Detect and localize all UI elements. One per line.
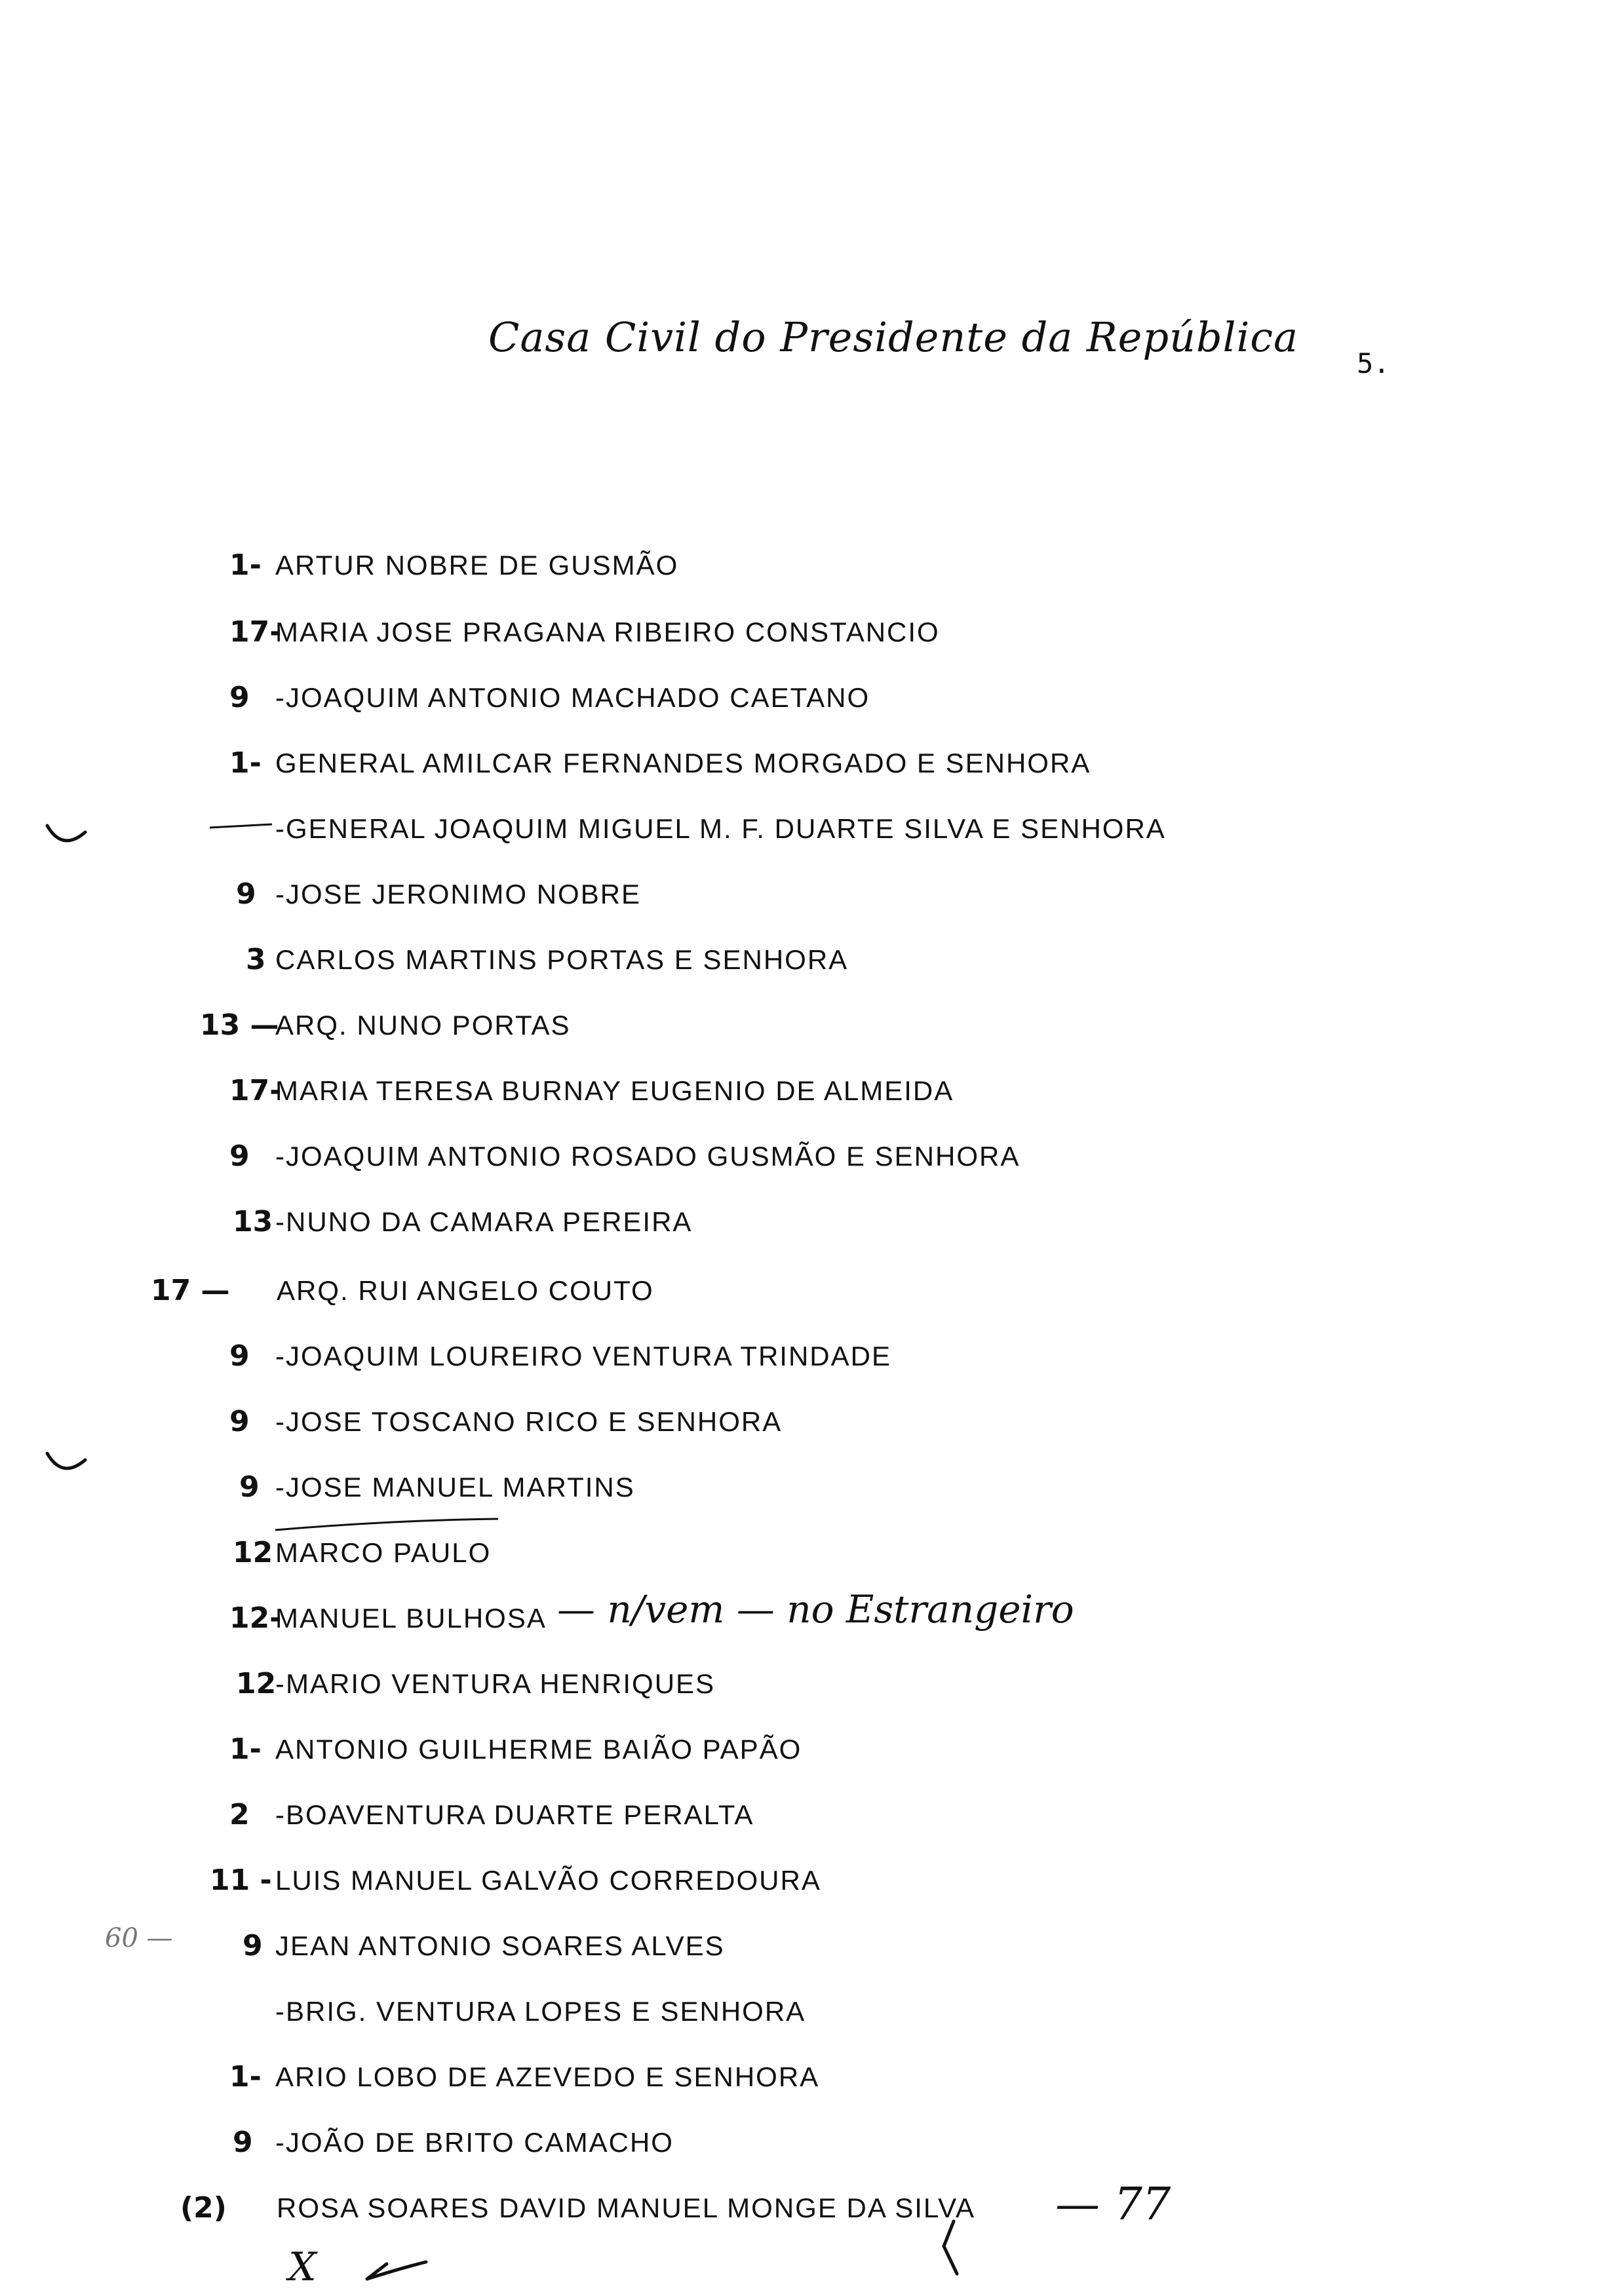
tally-mark: (2) [180, 2191, 227, 2225]
handwritten-bottom-x: X [288, 2244, 317, 2290]
tally-mark: 1- [229, 2060, 262, 2094]
page-number: 5. [1357, 347, 1390, 379]
handwritten-final-mark: — 77 [1055, 2179, 1171, 2230]
margin-check-mark [47, 1453, 85, 1468]
guest-name: ARIO LOBO DE AZEVEDO E SENHORA [275, 2061, 820, 2092]
tally-mark: 2 [229, 1798, 250, 1831]
tally-mark: 9 [239, 1470, 260, 1504]
tally-mark: 12 [236, 1667, 277, 1700]
tally-mark: 11 - [210, 1864, 272, 1897]
tally-mark: 17- [229, 1074, 282, 1107]
guest-name: MARCO PAULO [275, 1537, 492, 1568]
guest-name: -NUNO DA CAMARA PEREIRA [275, 1206, 693, 1237]
tally-mark: 9 [229, 681, 250, 714]
tally-mark: 9 [229, 1405, 250, 1438]
guest-name: ANTONIO GUILHERME BAIÃO PAPÃO [275, 1734, 802, 1765]
deletion-stroke [944, 2221, 957, 2274]
guest-name: ARTUR NOBRE DE GUSMÃO [275, 550, 679, 581]
tally-mark: 3 [246, 943, 266, 976]
tally-mark: 17- [229, 615, 282, 649]
tally-mark: 17 — [151, 1274, 230, 1307]
guest-name: MANUEL BULHOSA [275, 1603, 547, 1634]
guest-name: -JOAQUIM LOUREIRO VENTURA TRINDADE [275, 1341, 891, 1371]
guest-name: -MARIO VENTURA HENRIQUES [275, 1668, 716, 1699]
guest-name: ARQ. RUI ANGELO COUTO [277, 1275, 654, 1306]
tally-mark: 1- [229, 548, 262, 582]
tally-mark: 9 [229, 1339, 250, 1373]
guest-name: -JOSE JERONIMO NOBRE [275, 879, 642, 909]
guest-name: -JOAQUIM ANTONIO ROSADO GUSMÃO E SENHORA [275, 1141, 1021, 1172]
tally-mark: 13 — [200, 1008, 279, 1042]
tally-mark: 9 [229, 1139, 250, 1173]
tally-mark: 12- [229, 1601, 282, 1635]
strike-stroke [210, 824, 272, 828]
guest-name: LUIS MANUEL GALVÃO CORREDOURA [275, 1865, 821, 1896]
guest-name: -JOSE TOSCANO RICO E SENHORA [275, 1406, 783, 1437]
guest-name: -JOAQUIM ANTONIO MACHADO CAETANO [275, 682, 870, 713]
handwritten-note-abroad: — n/vem — no Estrangeiro [557, 1587, 1074, 1632]
guest-name: ROSA SOARES DAVID MANUEL MONGE DA SILVA [277, 2192, 976, 2223]
guest-name: -JOSE MANUEL MARTINS [275, 1472, 635, 1502]
guest-name: CARLOS MARTINS PORTAS E SENHORA [275, 944, 849, 975]
guest-name: -BRIG. VENTURA LOPES E SENHORA [275, 1996, 806, 2027]
tally-mark: 9 [243, 1929, 263, 1962]
guest-name: GENERAL AMILCAR FERNANDES MORGADO E SENHORA [275, 748, 1091, 778]
guest-name: -GENERAL JOAQUIM MIGUEL M. F. DUARTE SILVA E SENHORA [275, 813, 1166, 844]
underline-stroke [275, 1519, 498, 1530]
tally-mark: 9 [233, 2126, 253, 2159]
guest-name: -JOÃO DE BRITO CAMACHO [275, 2127, 674, 2158]
guest-name: ARQ. NUNO PORTAS [275, 1010, 571, 1041]
tally-mark: 9 [236, 877, 256, 911]
guest-name: JEAN ANTONIO SOARES ALVES [275, 1930, 725, 1961]
guest-name: MARIA TERESA BURNAY EUGENIO DE ALMEIDA [275, 1075, 954, 1106]
guest-name: MARIA JOSE PRAGANA RIBEIRO CONSTANCIO [275, 617, 940, 647]
tally-mark: 1- [229, 1732, 262, 1766]
tally-mark: 1- [229, 746, 262, 780]
handwritten-margin-60: 60 — [105, 1923, 173, 1953]
bottom-arrow-stroke [367, 2262, 426, 2279]
guest-name: -BOAVENTURA DUARTE PERALTA [275, 1799, 754, 1830]
letterhead: Casa Civil do Presidente da República [488, 313, 1298, 361]
tally-mark: 13 [233, 1205, 273, 1238]
margin-check-mark [47, 826, 85, 841]
tally-mark: 12 [233, 1536, 273, 1569]
